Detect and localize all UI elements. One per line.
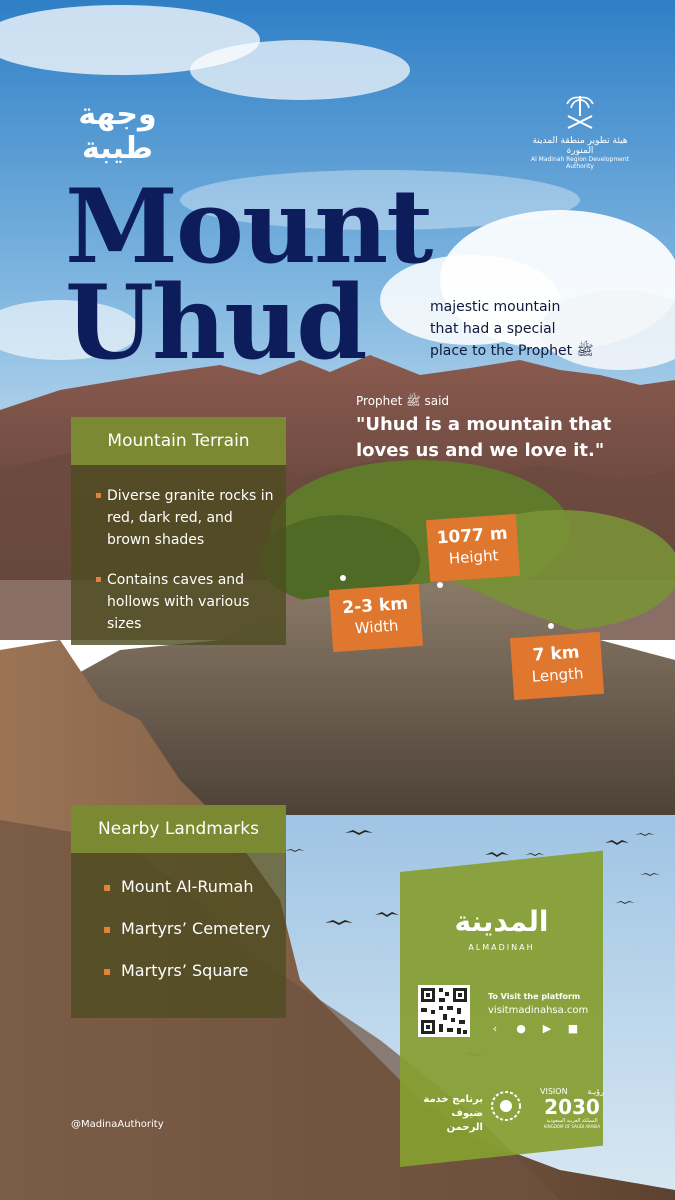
tagline-line-3: place to the Prophet ﷺ: [430, 343, 594, 359]
web-link-icon[interactable]: ‹: [492, 1021, 498, 1035]
stat-value: 2-3 km: [341, 593, 409, 619]
stat-height-tag: [426, 514, 520, 582]
terrain-heading: Mountain Terrain: [71, 417, 286, 465]
vision-country-en: KINGDOM OF SAUDI ARABIA: [543, 1124, 601, 1129]
stat-label: Height: [448, 546, 499, 568]
quote-label: Prophet ﷺ said: [356, 394, 450, 408]
landmarks-heading: Nearby Landmarks: [71, 805, 286, 853]
app-store-icon[interactable]: ■: [567, 1021, 579, 1035]
stat-value: 7 km: [532, 642, 581, 666]
wejha-taiba-logo: [70, 98, 165, 166]
tagline-line-2: that had a special: [430, 321, 556, 337]
apple-icon[interactable]: ●: [516, 1021, 526, 1035]
program-line-2: ضيوف الرحمن: [446, 1108, 483, 1133]
vision-country-ar: المملكة العربية السعودية: [546, 1118, 598, 1124]
emblem-icon: [488, 1088, 524, 1124]
visit-label: To Visit the platform: [488, 992, 581, 1001]
quote-line-1: "Uhud is a mountain that: [356, 414, 612, 435]
vision-word: VISION: [540, 1087, 568, 1096]
authority-logo: [525, 92, 635, 170]
palm-swords-emblem-icon: [563, 92, 597, 132]
landmark-item: ▪ Martyrs’ Cemetery: [103, 919, 274, 939]
store-icons: [488, 1021, 580, 1035]
tagline: [430, 296, 630, 362]
stat-value: 1077 m: [436, 523, 509, 549]
qr-code[interactable]: [418, 985, 470, 1037]
tagline-line-1: majestic mountain: [430, 299, 561, 315]
almadinah-logo-english: ALMADINAH: [468, 943, 535, 952]
brand-line-1: وجهة: [78, 97, 157, 132]
stat-label: Width: [354, 616, 399, 638]
brand-line-2: طيبة: [82, 131, 153, 166]
social-handle: @MadinaAuthority: [71, 1119, 164, 1130]
marker-dot: [548, 623, 554, 629]
landmarks-panel: [71, 853, 286, 1018]
terrain-panel: [71, 465, 286, 645]
vision-2030-logo: [540, 1087, 604, 1129]
terrain-item: ▪ Contains caves and hollows with various sizes: [95, 569, 274, 635]
quote-text: [356, 412, 656, 464]
program-line-1: برنامج خدمة: [423, 1094, 483, 1105]
stat-width-tag: [329, 584, 423, 652]
landmark-item: ▪ Martyrs’ Square: [103, 961, 274, 981]
almadinah-logo-arabic: المدينة: [454, 905, 549, 938]
marker-dot: [340, 575, 346, 581]
quote-line-2: loves us and we love it.": [356, 440, 605, 461]
title-line-2: Uhud: [65, 263, 366, 383]
stat-length-tag: [510, 632, 604, 700]
landmark-item: ▪ Mount Al-Rumah: [103, 877, 274, 897]
vision-year: 2030: [544, 1095, 600, 1119]
marker-dot: [437, 582, 443, 588]
platform-url[interactable]: visitmadinahsa.com: [488, 1005, 589, 1016]
vision-arabic: رؤيـة: [587, 1087, 604, 1096]
terrain-item: ▪ Diverse granite rocks in red, dark red, and brown shades: [95, 485, 274, 551]
authority-name-english: Al Madinah Region Development Authority: [530, 156, 630, 170]
title-line-1: Mount: [65, 167, 432, 287]
stat-label: Length: [531, 664, 585, 686]
authority-name-arabic: هيئة تطوير منطقة المدينة المنورة: [532, 136, 628, 156]
google-play-icon[interactable]: ▶: [542, 1021, 552, 1035]
almadinah-logo: [400, 905, 603, 952]
pilgrims-program-logo: [413, 1093, 483, 1135]
